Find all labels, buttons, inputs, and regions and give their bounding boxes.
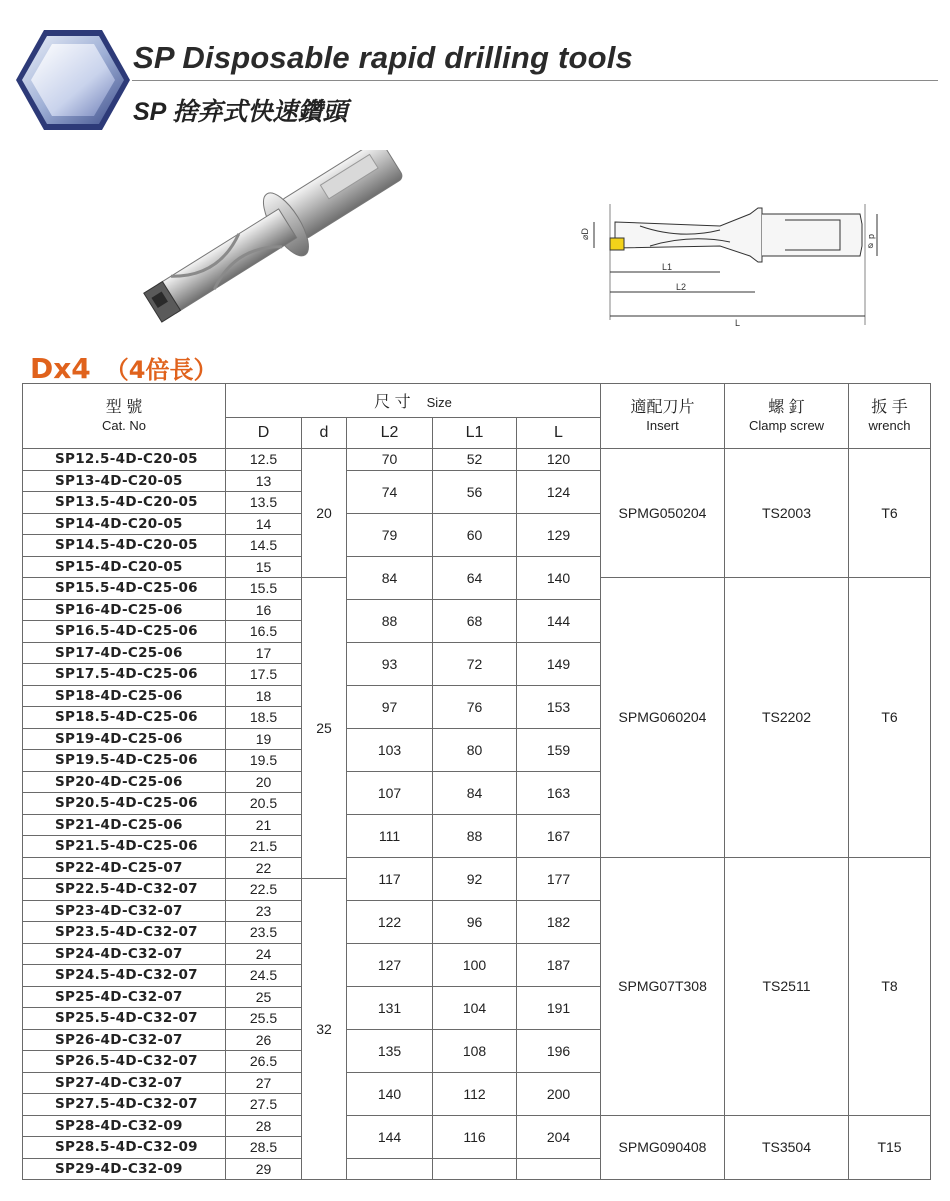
L2-cell: 135 <box>347 1029 433 1072</box>
L2-cell: 127 <box>347 943 433 986</box>
header-L1: L1 <box>433 418 517 449</box>
model-cell: SP23-4D-C32-07 <box>23 900 226 922</box>
insert-cell: SPMG050204 <box>601 449 725 578</box>
D-cell: 28.5 <box>226 1137 302 1159</box>
L2-cell: 111 <box>347 814 433 857</box>
drill-tool-illustration <box>128 150 428 325</box>
model-cell: SP25-4D-C32-07 <box>23 986 226 1008</box>
model-cell: SP16-4D-C25-06 <box>23 599 226 621</box>
model-cell: SP20-4D-C25-06 <box>23 771 226 793</box>
d-cell: 32 <box>302 879 347 1180</box>
L-cell: 182 <box>517 900 601 943</box>
D-cell: 14.5 <box>226 535 302 557</box>
L2-cell: 140 <box>347 1072 433 1115</box>
L1-cell: 60 <box>433 513 517 556</box>
diagram-label-L2: L2 <box>676 282 687 292</box>
model-cell: SP17-4D-C25-06 <box>23 642 226 664</box>
D-cell: 26.5 <box>226 1051 302 1073</box>
diagram-label-D: ⌀D <box>580 228 590 240</box>
model-cell: SP23.5-4D-C32-07 <box>23 922 226 944</box>
L2-cell: 122 <box>347 900 433 943</box>
L1-cell: 56 <box>433 470 517 513</box>
D-cell: 21 <box>226 814 302 836</box>
L-cell: 187 <box>517 943 601 986</box>
clamp-screw-cell: TS3504 <box>725 1115 849 1180</box>
model-cell: SP27.5-4D-C32-07 <box>23 1094 226 1116</box>
L1-cell: 80 <box>433 728 517 771</box>
model-cell: SP26.5-4D-C32-07 <box>23 1051 226 1073</box>
insert-cell: SPMG060204 <box>601 578 725 858</box>
L2-cell: 84 <box>347 556 433 599</box>
model-cell: SP13-4D-C20-05 <box>23 470 226 492</box>
L-cell: 144 <box>517 599 601 642</box>
L1-cell: 88 <box>433 814 517 857</box>
D-cell: 13 <box>226 470 302 492</box>
L1-cell: 72 <box>433 642 517 685</box>
L1-cell: 104 <box>433 986 517 1029</box>
header-insert: 適配刀片 Insert <box>601 384 725 449</box>
hexagon-logo-icon <box>14 26 132 134</box>
D-cell: 16.5 <box>226 621 302 643</box>
D-cell: 18.5 <box>226 707 302 729</box>
model-cell: SP28.5-4D-C32-09 <box>23 1137 226 1159</box>
model-cell: SP28-4D-C32-09 <box>23 1115 226 1137</box>
model-cell: SP29-4D-C32-09 <box>23 1158 226 1180</box>
model-cell: SP15-4D-C20-05 <box>23 556 226 578</box>
page-subtitle: SP 捨弃式快速鑽頭 <box>133 98 348 126</box>
D-cell: 19 <box>226 728 302 750</box>
L2-cell: 131 <box>347 986 433 1029</box>
L-cell: 153 <box>517 685 601 728</box>
D-cell: 20.5 <box>226 793 302 815</box>
header-L2: L2 <box>347 418 433 449</box>
L-cell: 129 <box>517 513 601 556</box>
L-cell: 140 <box>517 556 601 599</box>
D-cell: 17.5 <box>226 664 302 686</box>
model-cell: SP22-4D-C25-07 <box>23 857 226 879</box>
D-cell: 19.5 <box>226 750 302 772</box>
model-cell: SP18-4D-C25-06 <box>23 685 226 707</box>
L1-cell: 68 <box>433 599 517 642</box>
L1-cell: 52 <box>433 449 517 471</box>
model-cell: SP15.5-4D-C25-06 <box>23 578 226 600</box>
D-cell: 29 <box>226 1158 302 1180</box>
header-D: D <box>226 418 302 449</box>
title-divider <box>132 80 938 81</box>
header-model: 型 號 Cat. No <box>23 384 226 449</box>
D-cell: 28 <box>226 1115 302 1137</box>
spec-table <box>22 383 931 1180</box>
model-cell: SP14-4D-C20-05 <box>23 513 226 535</box>
clamp-screw-cell: TS2511 <box>725 857 849 1115</box>
wrench-cell: T6 <box>849 449 931 578</box>
table-row <box>23 1115 931 1137</box>
L-cell: 159 <box>517 728 601 771</box>
D-cell: 26 <box>226 1029 302 1051</box>
diagram-label-L1: L1 <box>662 262 673 272</box>
header-size: 尺 寸 Size <box>226 384 601 418</box>
model-cell: SP20.5-4D-C25-06 <box>23 793 226 815</box>
header-clamp-screw: 螺 釘 Clamp screw <box>725 384 849 449</box>
model-cell: SP22.5-4D-C32-07 <box>23 879 226 901</box>
L1-cell: 76 <box>433 685 517 728</box>
L2-cell <box>347 1158 433 1180</box>
model-cell: SP24-4D-C32-07 <box>23 943 226 965</box>
L-cell: 204 <box>517 1115 601 1158</box>
spec-table-body <box>23 449 931 1180</box>
model-cell: SP17.5-4D-C25-06 <box>23 664 226 686</box>
L-cell: 177 <box>517 857 601 900</box>
model-cell: SP26-4D-C32-07 <box>23 1029 226 1051</box>
page-title: SP Disposable rapid drilling tools <box>133 40 633 75</box>
L1-cell: 64 <box>433 556 517 599</box>
D-cell: 12.5 <box>226 449 302 471</box>
L2-cell: 93 <box>347 642 433 685</box>
model-cell: SP13.5-4D-C20-05 <box>23 492 226 514</box>
table-row <box>23 449 931 471</box>
D-cell: 24 <box>226 943 302 965</box>
diagram-label-L: L <box>735 318 741 328</box>
model-cell: SP12.5-4D-C20-05 <box>23 449 226 471</box>
diagram-label-phi: ⌀ <box>868 240 874 250</box>
insert-cell: SPMG07T308 <box>601 857 725 1115</box>
model-cell: SP21-4D-C25-06 <box>23 814 226 836</box>
D-cell: 22.5 <box>226 879 302 901</box>
L2-cell: 144 <box>347 1115 433 1158</box>
D-cell: 18 <box>226 685 302 707</box>
L2-cell: 103 <box>347 728 433 771</box>
L-cell: 167 <box>517 814 601 857</box>
D-cell: 14 <box>226 513 302 535</box>
D-cell: 15.5 <box>226 578 302 600</box>
L2-cell: 97 <box>347 685 433 728</box>
D-cell: 13.5 <box>226 492 302 514</box>
model-cell: SP18.5-4D-C25-06 <box>23 707 226 729</box>
L-cell: 120 <box>517 449 601 471</box>
model-cell: SP14.5-4D-C20-05 <box>23 535 226 557</box>
d-cell: 20 <box>302 449 347 578</box>
model-cell: SP16.5-4D-C25-06 <box>23 621 226 643</box>
header-wrench: 扳 手 wrench <box>849 384 931 449</box>
wrench-cell: T6 <box>849 578 931 858</box>
L2-cell: 79 <box>347 513 433 556</box>
section-title-sub: （4倍長） <box>104 356 218 384</box>
table-row <box>23 857 931 879</box>
insert-cell: SPMG090408 <box>601 1115 725 1180</box>
D-cell: 23.5 <box>226 922 302 944</box>
header-d: d <box>302 418 347 449</box>
L2-cell: 107 <box>347 771 433 814</box>
D-cell: 24.5 <box>226 965 302 987</box>
L1-cell: 112 <box>433 1072 517 1115</box>
L2-cell: 70 <box>347 449 433 471</box>
D-cell: 27.5 <box>226 1094 302 1116</box>
model-cell: SP19.5-4D-C25-06 <box>23 750 226 772</box>
D-cell: 21.5 <box>226 836 302 858</box>
d-cell: 25 <box>302 578 347 879</box>
L1-cell: 96 <box>433 900 517 943</box>
L1-cell <box>433 1158 517 1180</box>
L-cell <box>517 1158 601 1180</box>
L-cell: 163 <box>517 771 601 814</box>
D-cell: 20 <box>226 771 302 793</box>
clamp-screw-cell: TS2202 <box>725 578 849 858</box>
wrench-cell: T15 <box>849 1115 931 1180</box>
L2-cell: 117 <box>347 857 433 900</box>
diagram-label-d: d <box>867 234 877 240</box>
model-cell: SP21.5-4D-C25-06 <box>23 836 226 858</box>
model-cell: SP24.5-4D-C32-07 <box>23 965 226 987</box>
D-cell: 23 <box>226 900 302 922</box>
L1-cell: 92 <box>433 857 517 900</box>
L-cell: 149 <box>517 642 601 685</box>
L2-cell: 88 <box>347 599 433 642</box>
header-L: L <box>517 418 601 449</box>
section-title <box>30 350 218 385</box>
section-title-main: Dx4 <box>30 352 91 385</box>
dimension-diagram <box>580 200 880 340</box>
L-cell: 124 <box>517 470 601 513</box>
D-cell: 16 <box>226 599 302 621</box>
L1-cell: 84 <box>433 771 517 814</box>
L-cell: 196 <box>517 1029 601 1072</box>
D-cell: 27 <box>226 1072 302 1094</box>
D-cell: 25.5 <box>226 1008 302 1030</box>
D-cell: 15 <box>226 556 302 578</box>
L-cell: 200 <box>517 1072 601 1115</box>
clamp-screw-cell: TS2003 <box>725 449 849 578</box>
model-cell: SP27-4D-C32-07 <box>23 1072 226 1094</box>
model-cell: SP25.5-4D-C32-07 <box>23 1008 226 1030</box>
L1-cell: 100 <box>433 943 517 986</box>
D-cell: 17 <box>226 642 302 664</box>
L1-cell: 108 <box>433 1029 517 1072</box>
D-cell: 22 <box>226 857 302 879</box>
L2-cell: 74 <box>347 470 433 513</box>
wrench-cell: T8 <box>849 857 931 1115</box>
model-cell: SP19-4D-C25-06 <box>23 728 226 750</box>
D-cell: 25 <box>226 986 302 1008</box>
L-cell: 191 <box>517 986 601 1029</box>
L1-cell: 116 <box>433 1115 517 1158</box>
